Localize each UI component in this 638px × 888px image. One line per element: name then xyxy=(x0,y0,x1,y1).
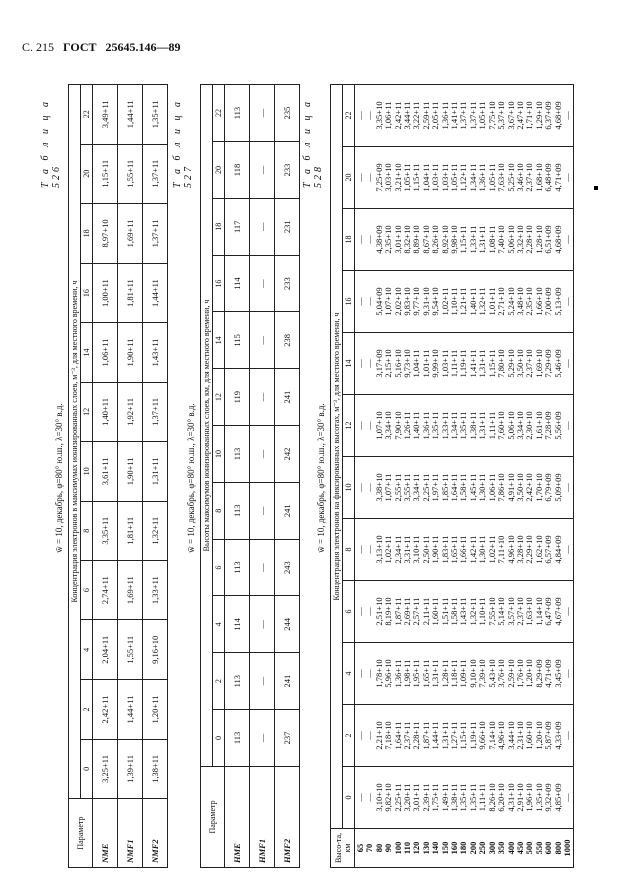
value-cell: 115 xyxy=(225,312,250,369)
table-528 xyxy=(330,84,574,868)
hour-cell: 18 xyxy=(81,203,93,263)
value-cell: — xyxy=(250,312,275,369)
param-row xyxy=(143,85,168,868)
value-cell: 113 xyxy=(225,426,250,483)
value-cell: 113 xyxy=(225,539,250,596)
value-cell: 9,16+10 xyxy=(143,620,168,680)
value-cell: — xyxy=(250,596,275,653)
param-row xyxy=(275,85,300,868)
hour-cell: 10 xyxy=(81,442,93,501)
standard-prefix: ГОСТ xyxy=(63,40,97,54)
value-cell: 114 xyxy=(225,255,250,312)
param-name: NME xyxy=(93,799,118,868)
value-cell: 113 xyxy=(225,85,250,142)
value-cell: 1,69+11 xyxy=(118,203,143,263)
value-cell: 3,61+11 xyxy=(93,442,118,501)
hour-cell: 2 xyxy=(213,653,225,710)
value-cell: — xyxy=(250,198,275,255)
param-name: HMF1 xyxy=(250,766,275,867)
value-cell: 238 xyxy=(275,312,300,369)
value-cell: 1,55+11 xyxy=(118,620,143,680)
value-cell: 1,15+11 xyxy=(93,144,118,203)
table-528-condition: w̄ = 10, декабрь, φ=80° ю.ш., λ=30° в.д. xyxy=(316,403,326,553)
value-cell: 1,44+11 xyxy=(118,680,143,739)
print-mark xyxy=(594,186,598,190)
hour-cell: 16 xyxy=(81,263,93,322)
value-cell: 237 xyxy=(275,710,300,767)
hour-cell: 10 xyxy=(213,426,225,483)
param-header: Параметр xyxy=(201,766,225,867)
value-cell: 1,32+11 xyxy=(143,501,168,560)
hour-cell: 8 xyxy=(213,482,225,539)
value-cell: — xyxy=(250,482,275,539)
value-cell: — xyxy=(250,255,275,312)
value-cell: 233 xyxy=(275,142,300,199)
hour-cell: 4 xyxy=(81,620,93,680)
hour-cell: 12 xyxy=(213,369,225,426)
table-527-label: Т а б л и ц а 527 xyxy=(172,99,194,188)
value-cell: 118 xyxy=(225,142,250,199)
value-cell: 241 xyxy=(275,482,300,539)
value-cell: — xyxy=(250,710,275,767)
value-cell: 114 xyxy=(225,596,250,653)
param-name: HME xyxy=(225,766,250,867)
value-cell: 3,35+11 xyxy=(93,501,118,560)
value-cell: 1,44+11 xyxy=(118,85,143,145)
value-cell: — xyxy=(250,85,275,142)
hour-cell: 12 xyxy=(343,395,355,457)
value-cell: 1,90+11 xyxy=(118,323,143,382)
value-cell: 1,37+11 xyxy=(143,203,168,263)
hour-cell: 4 xyxy=(213,596,225,653)
value-cell: 113 xyxy=(225,653,250,710)
hour-cell: 22 xyxy=(81,85,93,145)
value-cell: 1,37+11 xyxy=(143,144,168,203)
page-header xyxy=(22,40,187,55)
standard-number: 25645.146—89 xyxy=(105,40,181,54)
value-cell: 113 xyxy=(225,710,250,767)
hour-cell: 16 xyxy=(343,271,355,333)
value-cell: 2,42+11 xyxy=(93,680,118,739)
value-cell: 117 xyxy=(225,198,250,255)
hour-cell: 12 xyxy=(81,382,93,441)
rotated-tables xyxy=(40,78,610,868)
hour-cell: 22 xyxy=(213,85,225,142)
hours-row xyxy=(343,85,355,868)
param-row xyxy=(225,85,250,868)
hour-cell: 2 xyxy=(343,705,355,767)
param-row xyxy=(250,85,275,868)
table-526 xyxy=(68,84,168,868)
value-cell: 1,37+11 xyxy=(143,382,168,441)
table-526-condition: w̄ = 10, декабрь, φ=80° ю.ш., λ=30° в.д. xyxy=(54,403,64,553)
hour-cell: 6 xyxy=(343,581,355,643)
value-column: — — 2,21+10 7,18+10 1,64+11 2,37+11 2,28+11 1,87+11 1,44+11 1,31+11 1,27+11 1,15+11 1,19+11 9,66+10 7,14+10 4,96+10 3,44+10 2,31+10 1,60+10 1,20+10 5,87+09 4,33+09 — xyxy=(355,705,574,767)
hour-cell: 4 xyxy=(343,643,355,705)
value-cell: 113 xyxy=(225,482,250,539)
value-cell: 2,04+11 xyxy=(93,620,118,680)
value-cell: 1,38+11 xyxy=(143,739,168,798)
param-row xyxy=(118,85,143,868)
hour-cell: 14 xyxy=(81,323,93,382)
value-cell: 1,31+11 xyxy=(143,442,168,501)
value-cell: 8,97+10 xyxy=(93,203,118,263)
value-cell: 241 xyxy=(275,653,300,710)
value-cell: 1,35+11 xyxy=(143,85,168,145)
table-526-label: Т а б л и ц а 526 xyxy=(40,99,62,188)
value-cell: 1,00+11 xyxy=(93,263,118,322)
value-cell: — xyxy=(250,539,275,596)
value-cell: — xyxy=(250,142,275,199)
heights-column: 65 70 80 90 100 110 120 130 140 150 160 180 200 250 300 350 400 450 500 550 600 800 1000 xyxy=(355,829,574,868)
hour-cell: 20 xyxy=(213,142,225,199)
hour-cell: 20 xyxy=(343,147,355,209)
hours-row xyxy=(81,85,93,868)
value-cell: 1,39+11 xyxy=(118,739,143,798)
hour-cell: 6 xyxy=(213,539,225,596)
value-column: — — 3,38+10 1,07+11 2,55+11 3,55+11 3,34+11 2,25+11 1,97+11 1,85+11 1,64+11 1,58+11 1,45+11 1,30+11 1,06+11 7,86+10 4,91+10 3,50+10 2,42+10 1,70+10 6,79+09 5,09+09 — xyxy=(355,457,574,519)
hour-cell: 6 xyxy=(81,560,93,619)
param-row xyxy=(93,85,118,868)
value-column: — — 3,17+09 2,15+10 5,16+10 9,73+10 1,04+11 1,01+11 9,99+10 1,03+11 1,11+11 1,19+11 1,41+11 1,31+11 1,15+11 7,80+10 5,29+10 3,50+10 2,37+10 1,69+10 7,29+09 5,46+09 — xyxy=(355,333,574,395)
value-column: — — 5,04+09 1,07+10 2,02+10 9,83+10 9,77+10 9,31+10 9,54+10 1,02+11 1,10+11 1,21+11 1,40+11 1,32+11 1,01+11 2,71+10 5,24+10 3,48+10 2,35+10 1,66+10 7,00+09 5,13+09 — xyxy=(355,271,574,333)
hour-cell: 22 xyxy=(343,85,355,147)
param-name: NMF1 xyxy=(118,799,143,868)
hour-cell: 0 xyxy=(343,767,355,829)
value-column: — — 1,78+10 5,96+10 1,36+11 1,98+11 1,95+11 1,65+11 1,31+11 1,28+11 1,18+11 1,09+11 9,10+10 7,39+10 5,43+10 3,76+10 2,59+10 1,76+10 1,20+10 8,29+09 4,71+09 3,45+09 — xyxy=(355,643,574,705)
hour-cell: 14 xyxy=(213,312,225,369)
value-cell: 119 xyxy=(225,369,250,426)
value-cell: 235 xyxy=(275,85,300,142)
value-cell: 1,69+11 xyxy=(118,560,143,619)
hour-cell: 8 xyxy=(81,501,93,560)
value-column: — — 7,25+09 3,03+10 3,21+10 1,05+11 1,15+11 1,04+11 1,03+11 1,03+11 1,05+11 1,12+11 1,34+11 1,36+11 1,05+11 7,63+10 5,25+10 3,46+10 2,37+10 1,68+10 6,48+09 4,71+09 — xyxy=(355,147,574,209)
value-cell: 1,06+11 xyxy=(93,323,118,382)
table-527 xyxy=(200,84,300,868)
value-column: — — 4,38+09 2,35+10 3,01+10 8,32+10 8,89+10 8,67+10 8,26+10 8,92+10 9,98+10 1,15+11 1,33+11 1,31+11 1,08+11 7,40+10 5,06+10 3,32+10 2,28+10 1,28+10 6,51+09 4,68+09 — xyxy=(355,209,574,271)
hour-cell: 0 xyxy=(213,710,225,767)
value-cell: 1,20+11 xyxy=(143,680,168,739)
table-528-label: Т а б л и ц а 528 xyxy=(302,99,324,188)
value-column: — — 3,10+10 9,82+10 2,25+11 3,20+11 3,01+11 2,39+11 1,75+11 1,49+11 1,38+11 1,35+11 1,35+11 1,11+11 8,26+10 6,20+10 4,31+10 2,91+10 1,96+10 1,35+10 9,32+09 4,85+09 — xyxy=(355,767,574,829)
value-cell: 3,49+11 xyxy=(93,85,118,145)
param-name: NMF2 xyxy=(143,799,168,868)
hour-cell: 8 xyxy=(343,519,355,581)
value-cell: 241 xyxy=(275,369,300,426)
value-cell: 1,33+11 xyxy=(143,560,168,619)
value-column: — — 3,35+10 1,06+11 2,42+11 3,44+11 3,22+11 2,59+11 2,05+11 1,36+11 1,41+11 1,37+11 1,37+11 1,05+11 7,75+10 5,37+10 3,67+10 2,47+10 1,71+10 1,29+10 6,37+09 4,68+09 — xyxy=(355,85,574,147)
table-527-subheader: Высоты максимумов ионизированных слоев, км, для местного времени, ч xyxy=(201,85,213,767)
data-row xyxy=(355,85,574,868)
hour-cell: 14 xyxy=(343,333,355,395)
value-column: — — 2,51+10 8,19+10 1,87+11 2,69+11 2,57+11 2,11+11 1,60+11 1,51+11 1,58+11 1,43+11 1,32+11 1,10+11 7,55+10 5,14+10 3,57+10 2,37+10 1,63+10 1,14+10 6,47+09 4,67+09 — xyxy=(355,581,574,643)
value-cell: 2,74+11 xyxy=(93,560,118,619)
value-cell: 231 xyxy=(275,198,300,255)
hours-row xyxy=(213,85,225,868)
table-527-condition: w̄ = 10, декабрь, φ=80° ю.ш., λ=30° в.д. xyxy=(186,403,196,553)
hour-cell: 0 xyxy=(81,739,93,798)
value-cell: 3,25+11 xyxy=(93,739,118,798)
hour-cell: 18 xyxy=(343,209,355,271)
value-cell: 1,81+11 xyxy=(118,501,143,560)
height-header: Высо-та, км xyxy=(331,829,355,868)
hour-cell: 10 xyxy=(343,457,355,519)
value-cell: 1,40+11 xyxy=(93,382,118,441)
param-header: Параметр xyxy=(69,799,93,868)
value-cell: 1,90+11 xyxy=(118,442,143,501)
value-cell: 244 xyxy=(275,596,300,653)
value-column: — — 3,13+10 1,02+11 2,34+11 3,31+11 3,10+11 2,50+11 1,90+11 1,83+11 1,65+11 1,66+11 1,42+11 1,30+11 1,02+11 7,11+10 4,96+10 3,28+10 2,29+10 1,62+10 6,57+09 4,84+09 — xyxy=(355,519,574,581)
value-cell: 233 xyxy=(275,255,300,312)
table-526-subheader: Концентрация электронов в максимумах ионизированных слоев, м⁻³, для местного времени, ч xyxy=(69,85,81,799)
value-cell: 1,44+11 xyxy=(143,263,168,322)
value-cell: 1,81+11 xyxy=(118,263,143,322)
page-number: С. 215 xyxy=(22,40,55,54)
hour-cell: 2 xyxy=(81,680,93,739)
value-cell: 242 xyxy=(275,426,300,483)
value-cell: — xyxy=(250,369,275,426)
value-cell: — xyxy=(250,653,275,710)
value-cell: 1,43+11 xyxy=(143,323,168,382)
value-cell: — xyxy=(250,426,275,483)
value-cell: 1,55+11 xyxy=(118,144,143,203)
value-column: — — 1,07+10 3,34+10 7,90+10 1,26+11 1,40+11 1,36+11 1,35+11 1,33+11 1,34+11 1,35+11 1,38+11 1,31+11 1,11+11 7,60+10 5,06+10 3,34+10 2,30+10 1,61+10 7,28+09 5,56+09 — xyxy=(355,395,574,457)
param-name: HMF2 xyxy=(275,766,300,867)
hour-cell: 18 xyxy=(213,198,225,255)
value-cell: 243 xyxy=(275,539,300,596)
table-528-subheader: Концентрация электронов на фиксированных высотах, м⁻³, для местного времени, ч xyxy=(331,85,343,829)
value-cell: 1,92+11 xyxy=(118,382,143,441)
hour-cell: 20 xyxy=(81,144,93,203)
hour-cell: 16 xyxy=(213,255,225,312)
